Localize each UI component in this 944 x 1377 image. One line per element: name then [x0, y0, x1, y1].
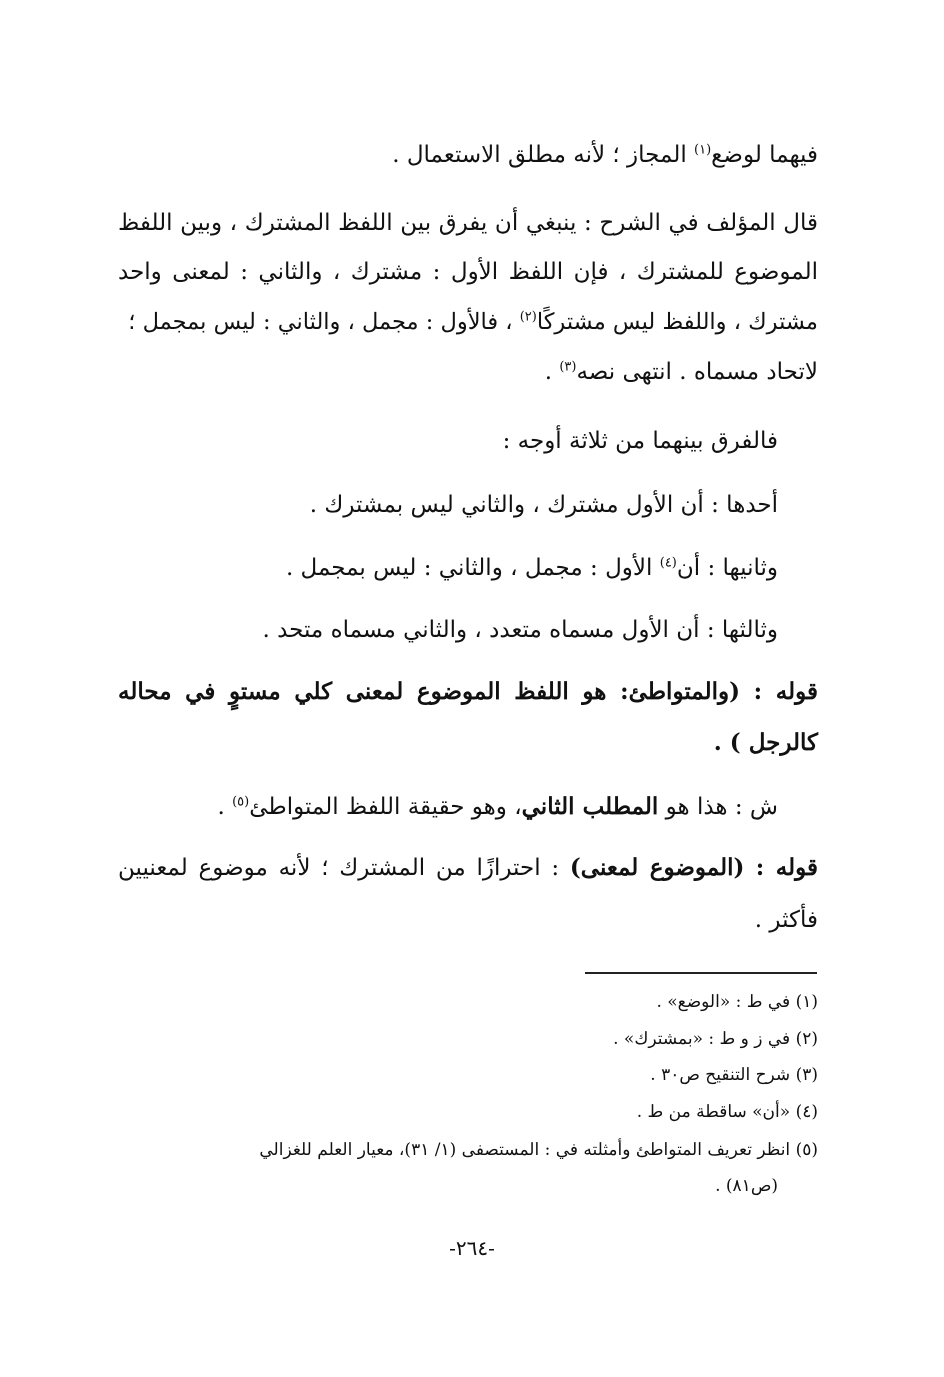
text-segment: ، وهو حقيقة اللفظ المتواطئ: [249, 794, 522, 820]
footnote-text: في ز و ط : «بمشترك» .: [613, 1029, 791, 1049]
footnote-ref-5[interactable]: (٥): [232, 794, 250, 810]
text-line-1: [392, 140, 818, 170]
diff-intro: [503, 426, 778, 456]
footnote-3: [650, 1063, 818, 1087]
footnote-2: [613, 1027, 818, 1051]
text-segment: قوله : (والمتواطئ: هو اللفظ الموضوع لمعنى كلي مستوٍ في محاله: [118, 678, 818, 705]
text-segment: ش : هذا هو: [658, 794, 778, 820]
text-segment: لاتحاد مسماه . انتهى نصه: [576, 359, 818, 385]
footnote-ref-4[interactable]: (٤): [659, 555, 677, 571]
footnote-ref-2[interactable]: (٢): [519, 309, 537, 325]
footnote-number: (٥): [795, 1140, 818, 1160]
diff-first: [310, 490, 778, 520]
text-segment: وثالثها : أن الأول مسماه متعدد ، والثاني مسماه متحد .: [262, 617, 778, 643]
para1-line-3: [128, 307, 818, 337]
footnote-text: (ص٨١) .: [715, 1176, 778, 1196]
para1-line-1: [118, 208, 818, 238]
footnote-number: (١): [795, 992, 818, 1012]
quote1-line-1: [118, 677, 818, 707]
bold-term: المطلب الثاني: [521, 793, 659, 820]
footnote-text: في ط : «الوضع» .: [656, 992, 791, 1012]
text-segment: .: [217, 794, 233, 820]
footnote-number: (٣): [795, 1065, 818, 1085]
text-segment: فيهما لوضع: [711, 142, 818, 168]
text-segment: ، فالأول : مجمل ، والثاني : ليس بمجمل ؛: [128, 309, 520, 335]
text-segment: أحدها : أن الأول مشترك ، والثاني ليس بمشترك .: [309, 492, 778, 518]
text-segment: .: [544, 359, 560, 385]
quote2-line-1: [118, 853, 818, 883]
quote1-line-2: [714, 728, 818, 758]
diff-third: [262, 615, 778, 645]
text-segment: فالفرق بينهما من ثلاثة أوجه :: [502, 428, 778, 454]
footnote-5-continued: [715, 1174, 778, 1198]
footnote-text: «أن» ساقطة من ط .: [636, 1102, 791, 1122]
footnote-number: (٢): [795, 1029, 818, 1049]
quote2-line-2: [755, 905, 818, 935]
text-segment: فأكثر .: [754, 907, 818, 933]
footnote-ref-3[interactable]: (٣): [559, 359, 577, 375]
sharh-line: [217, 792, 778, 822]
text-segment: المجاز ؛ لأنه مطلق الاستعمال .: [392, 142, 695, 168]
page-number: -٢٦٤-: [449, 1236, 495, 1260]
footnote-5: [259, 1138, 818, 1162]
footnote-number: (٤): [795, 1102, 818, 1122]
footnote-separator: [585, 972, 817, 974]
diff-second: [286, 553, 778, 583]
para1-line-4: [545, 357, 818, 387]
text-segment: : احترازًا من المشترك ؛ لأنه موضوع لمعنيين: [118, 855, 570, 881]
bold-term: (الموضوع لمعنى): [569, 854, 745, 881]
para1-line-2: [118, 257, 818, 287]
footnote-1: [656, 990, 818, 1014]
text-segment: الموضوع للمشترك ، فإن اللفظ الأول : مشترك ، والثاني : لمعنى واحد: [118, 259, 818, 285]
footnote-text: شرح التنقيح ص٣٠ .: [650, 1065, 791, 1085]
quote-label: قوله :: [744, 854, 818, 881]
text-segment: الأول : مجمل ، والثاني : ليس بمجمل .: [285, 555, 660, 581]
footnote-4: [637, 1100, 818, 1124]
footnote-ref-1[interactable]: (١): [694, 142, 712, 158]
text-segment: كالرجل ) .: [713, 729, 818, 756]
text-segment: مشترك ، واللفظ ليس مشتركًا: [536, 309, 818, 335]
text-segment: وثانيها : أن: [676, 555, 778, 581]
text-segment: قال المؤلف في الشرح : ينبغي أن يفرق بين اللفظ المشترك ، وبين اللفظ: [118, 210, 818, 236]
footnote-text: انظر تعريف المتواطئ وأمثلته في : المستصفى (١/ ٣١)، معيار العلم للغزالي: [259, 1140, 791, 1160]
